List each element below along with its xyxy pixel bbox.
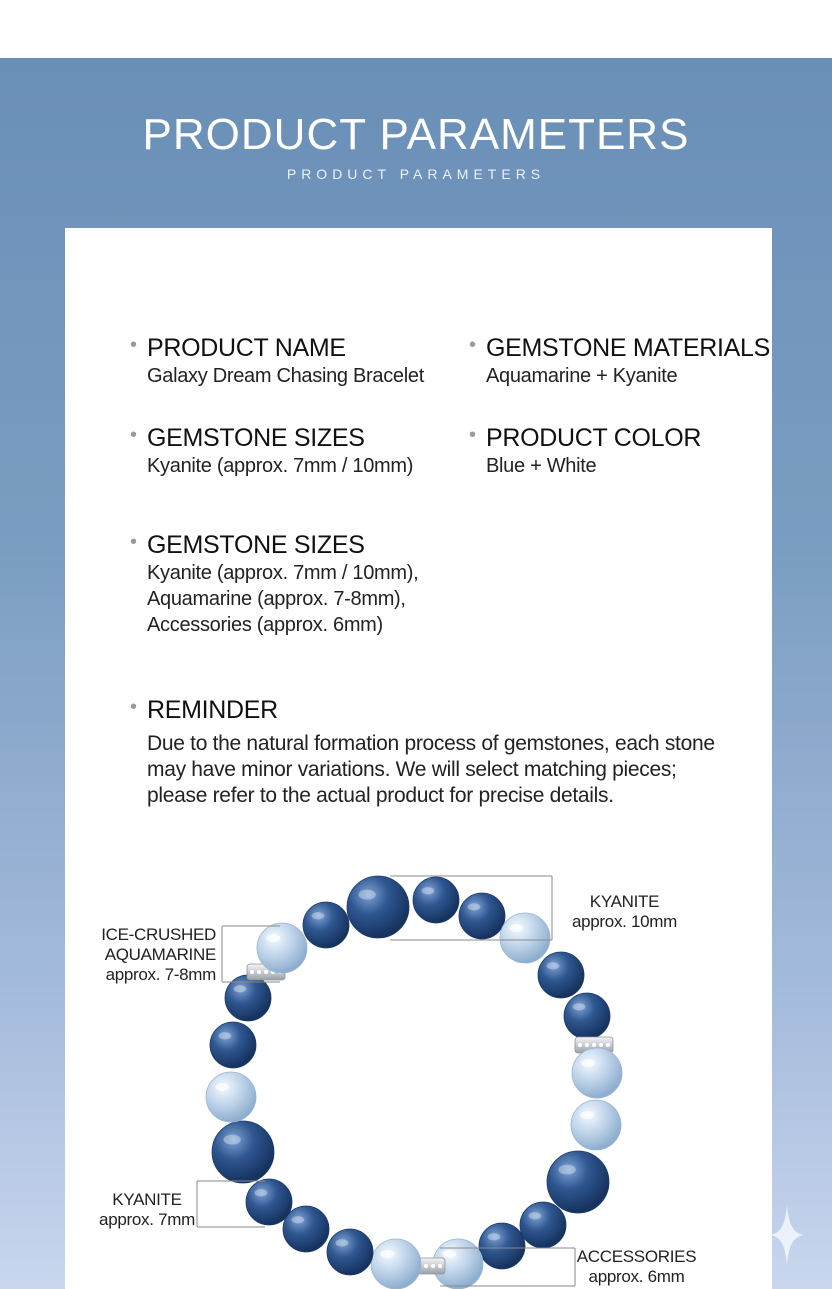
kyanite-bead xyxy=(303,902,349,948)
bullet-icon: • xyxy=(469,424,477,446)
label-aquamarine xyxy=(96,925,216,985)
label-kyanite-small xyxy=(92,1190,202,1230)
label-name: ACCESSORIES xyxy=(576,1247,697,1266)
spacer-crystal xyxy=(585,1043,589,1047)
bullet-icon: • xyxy=(130,334,138,356)
label-name-line1: ICE-CRUSHED xyxy=(101,925,216,944)
kyanite-bead xyxy=(212,1121,274,1183)
kyanite-bead xyxy=(246,1179,292,1225)
kyanite-bead xyxy=(520,1202,566,1248)
param-title: GEMSTONE SIZES xyxy=(147,424,365,452)
bead-highlight xyxy=(529,1212,542,1219)
spacer-crystal xyxy=(599,1043,603,1047)
aquamarine-bead xyxy=(206,1072,256,1122)
kyanite-bead xyxy=(327,1229,373,1275)
spacer-crystal xyxy=(257,970,261,974)
bead-highlight xyxy=(509,924,523,932)
bead-highlight xyxy=(442,1250,456,1258)
kyanite-bead xyxy=(413,877,459,923)
param-title: REMINDER xyxy=(147,696,278,724)
param-title: GEMSTONE SIZES xyxy=(147,531,365,559)
param-value-line: Kyanite (approx. 7mm / 10mm), xyxy=(147,562,419,584)
label-name: KYANITE xyxy=(112,1190,182,1209)
sparkle-icon xyxy=(770,1205,804,1265)
kyanite-bead xyxy=(347,876,409,938)
spacer-crystal xyxy=(606,1043,610,1047)
spacer-crystal xyxy=(438,1264,442,1268)
spacer-crystal xyxy=(578,1043,582,1047)
label-size: approx. 6mm xyxy=(588,1267,685,1286)
bead-highlight xyxy=(312,912,325,919)
reminder-line: may have minor variations. We will select matching pieces; xyxy=(147,758,677,781)
label-size: approx. 10mm xyxy=(571,912,678,931)
reminder-line: Due to the natural formation process of gemstones, each stone xyxy=(147,732,715,755)
param-title: PRODUCT NAME xyxy=(147,334,346,362)
aquamarine-bead xyxy=(500,913,550,963)
bead-highlight xyxy=(488,1233,501,1240)
bead-highlight xyxy=(266,934,280,942)
label-size: approx. 7-8mm xyxy=(105,965,216,984)
bead-highlight xyxy=(292,1216,305,1223)
page-subtitle: PRODUCT PARAMETERS xyxy=(286,166,546,182)
bead-highlight xyxy=(581,1059,595,1067)
param-title: GEMSTONE MATERIALS xyxy=(486,334,771,362)
bead-highlight xyxy=(215,1083,229,1091)
kyanite-bead xyxy=(283,1206,329,1252)
label-accessories xyxy=(574,1247,699,1287)
label-name: KYANITE xyxy=(589,892,660,911)
bullet-icon: • xyxy=(469,334,477,356)
bullet-icon: • xyxy=(130,531,138,553)
bead-highlight xyxy=(234,985,247,992)
kyanite-bead xyxy=(564,993,610,1039)
param-value-line: Aquamarine (approx. 7-8mm), xyxy=(147,588,406,610)
kyanite-bead xyxy=(479,1223,525,1269)
page-title: PRODUCT PARAMETERS xyxy=(142,110,690,159)
kyanite-bead xyxy=(547,1151,609,1213)
spacer-crystal xyxy=(424,1264,428,1268)
aquamarine-bead xyxy=(371,1239,421,1289)
bead-highlight xyxy=(336,1239,349,1246)
aquamarine-bead xyxy=(257,923,307,973)
bead-ring xyxy=(206,876,622,1289)
bullet-icon: • xyxy=(130,424,138,446)
bead-highlight xyxy=(422,887,435,894)
bead-highlight xyxy=(468,903,481,910)
bead-highlight xyxy=(580,1111,594,1119)
label-name-line2: AQUAMARINE xyxy=(104,945,216,964)
param-value: Blue + White xyxy=(486,455,597,477)
spacer-crystal xyxy=(431,1264,435,1268)
aquamarine-bead xyxy=(571,1100,621,1150)
aquamarine-bead xyxy=(572,1048,622,1098)
label-kyanite-large xyxy=(567,892,682,932)
bead-highlight xyxy=(380,1250,394,1258)
spacer-crystal xyxy=(264,970,268,974)
bead-highlight xyxy=(219,1032,232,1039)
bead-highlight xyxy=(547,962,560,969)
bead-highlight xyxy=(255,1189,268,1196)
label-size: approx. 7mm xyxy=(99,1210,195,1229)
param-value: Galaxy Dream Chasing Bracelet xyxy=(147,365,424,387)
bead-highlight xyxy=(558,1165,575,1175)
param-value: Kyanite (approx. 7mm / 10mm) xyxy=(147,455,414,477)
bullet-icon: • xyxy=(130,696,138,718)
spacer-crystal xyxy=(250,970,254,974)
bead-highlight xyxy=(223,1135,240,1145)
reminder-line: please refer to the actual product for precise details. xyxy=(147,784,614,807)
bead-highlight xyxy=(358,890,375,900)
param-title: PRODUCT COLOR xyxy=(486,424,702,452)
param-value: Aquamarine + Kyanite xyxy=(486,365,678,387)
bead-highlight xyxy=(573,1003,586,1010)
spacer-crystal xyxy=(592,1043,596,1047)
kyanite-bead xyxy=(459,893,505,939)
kyanite-bead xyxy=(210,1022,256,1068)
kyanite-bead xyxy=(538,952,584,998)
param-value-line: Accessories (approx. 6mm) xyxy=(147,614,383,636)
